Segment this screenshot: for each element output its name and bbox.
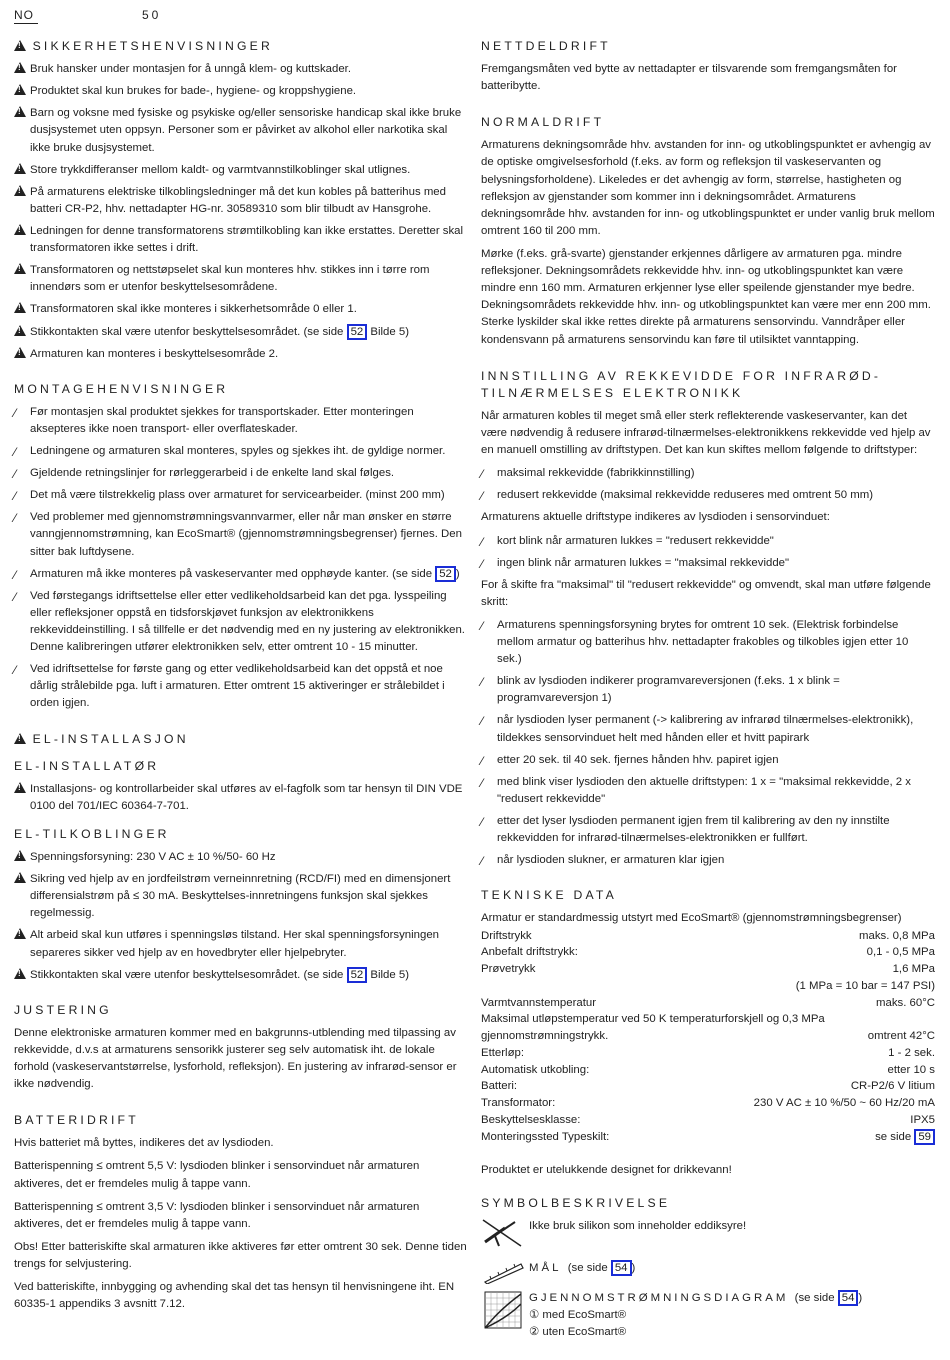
range-steps-list	[481, 617, 935, 869]
safety-item: ! Store trykkdifferanser mellom kaldt- og varmtvannstilkoblinger skal utlignes.	[14, 162, 467, 179]
safety-list	[14, 61, 467, 318]
mounting-item: ⁄ Ved idriftsettelse for første gang og etter vedlikeholdsarbeid kan det oppstå et noe dårlig strålebilde pga. luft i armaturen. Etter omtrent 15 aktiveringer er strålebildet i orden igjen.	[14, 663, 445, 710]
dash-bullet-icon: ⁄	[14, 489, 17, 504]
range-types-list	[481, 465, 935, 504]
el-connections-heading: EL-TILKOBLINGER	[14, 826, 170, 841]
tech-value: (1 MPa = 10 bar = 147 PSI)	[795, 979, 935, 992]
dash-bullet-icon: ⁄	[14, 589, 17, 604]
tech-key: Batteri:	[481, 1080, 518, 1093]
tech-key: Monteringssted Typeskilt:	[481, 1130, 610, 1143]
normal-paragraph: Armaturens dekningsområde hhv. avstanden for inn- og utkoblingspunktet er avhengig av de optiske omgivelsesforhold (f.eks. av form og refleksjon til vaskeservanten og belysningsforholdene). Likeledes er det avhengig av form, størrelse, hastigheten og refleksjon av gjenstander som kommer inn i dekningsområdet. Armaturens dekningsområde hhv. avstanden for inn- og utkoblingspunktet er under vanlig bruk mellom omtrent 160 til 200 mm.	[481, 139, 935, 237]
dash-bullet-icon: ⁄	[14, 445, 17, 460]
normal-paragraph: Mørke (f.eks. grå-svarte) gjenstander erkjennes dårligere av armaturen pga. mindre refleksjoner. Dekningsområdets rekkevidde hhv. inn- og utkoblingspunktet kan være mindre enn 160 mm. Armaturen erkjenner lyse eller speilende gjenstander mye bedre. Dekningsområdets rekkevidde hhv. inn- og utkoblingspunktet kan være mer enn 200 mm. Sterke lyskilder skal ikke rettes direkte på armaturens sensorvindu. Vanndråper eller kondensvann på armaturens sensorvindu kan føre til utilsiktet vanntapping.	[481, 248, 931, 346]
dash-bullet-icon: ⁄	[481, 556, 484, 571]
mounting-item: ⁄ Ledningene og armaturen skal monteres, spyles og sjekkes iht. de gyldige normer.	[14, 445, 446, 460]
page-ref-link[interactable]: 59	[914, 1129, 935, 1146]
range-type-item: ⁄ maksimal rekkevidde (fabrikkinnstilling)	[481, 467, 695, 482]
mounting-item: ⁄ Ved problemer med gjennomstrømningsvannvarmer, eller når man ønsker en større vanngjennomstrømning, kan EcoSmart® (gjennomstrømningsbegrenser) fjernes. Den sitter bak luftdysene.	[14, 511, 462, 558]
battery-paragraph: Batterispenning ≤ omtrent 3,5 V: lysdioden blinker i sensorvinduet når armaturen aktiveres, det er fremdeles mulig å tappe vann.	[14, 1200, 420, 1230]
tech-key: Etterløp:	[481, 1046, 525, 1059]
flow-legend-1: ① med EcoSmart®	[529, 1308, 627, 1321]
tech-row	[481, 1078, 935, 1095]
language-code: NO	[14, 8, 34, 22]
warning-icon	[14, 325, 26, 336]
tech-row	[481, 928, 935, 945]
safety-item-socket: ! Stikkontakten skal være utenfor beskyttelsesområdet. (se side 52 Bilde 5)	[14, 324, 467, 341]
dash-bullet-icon: ⁄	[481, 534, 484, 549]
dash-bullet-icon: ⁄	[14, 567, 17, 582]
page-number: 50	[142, 8, 162, 22]
page-ref-link[interactable]: 54	[611, 1260, 632, 1277]
mounting-item-edges: ⁄ Armaturen må ikke monteres på vaskeservanter med opphøyde kanter. (se side 52 )	[14, 567, 460, 582]
dash-bullet-icon: ⁄	[481, 467, 484, 482]
battery-paragraph: Hvis batteriet må byttes, indikeres det av lysdioden.	[14, 1137, 274, 1150]
tech-value: maks. 60°C	[876, 996, 935, 1009]
dash-bullet-icon: ⁄	[14, 405, 17, 420]
tech-key: Beskyttelsesklasse:	[481, 1113, 581, 1126]
safety-item-zone2: ! Armaturen kan monteres i beskyttelsesområde 2.	[14, 346, 467, 363]
mounting-item: ⁄ Ved førstegangs idriftsettelse eller etter vedlikeholdsarbeid kan det pga. lysspeiling eller refleksjoner oppstå en tidsforskjøvet funksjon av elektronikkens rekkeviddeinstilling. I så tillfelle er det nødvendig med en ny justering av elektronikken. Denne kalibreringen utfører elektronikken selv, etter omtrent 10 - 15 minutter.	[14, 589, 465, 654]
header-underline	[14, 23, 38, 24]
ruler-icon	[481, 1254, 525, 1284]
range-led-item: ⁄ ingen blink når armaturen lukkes = "maksimal rekkevidde"	[481, 556, 790, 571]
warning-icon	[14, 224, 26, 235]
range-heading: INNSTILLING AV REKKEVIDDE FOR INFRARØD-TILNÆRMELSES ELEKTRONIKK	[481, 368, 882, 400]
safety-item: ! Transformatoren skal ikke monteres i sikkerhetsområde 0 eller 1.	[14, 301, 467, 318]
warning-icon	[14, 40, 26, 51]
warning-icon	[14, 928, 26, 939]
dimensions-label: MÅL	[529, 1261, 562, 1274]
warning-icon	[14, 733, 26, 744]
dash-bullet-icon: ⁄	[14, 511, 17, 526]
warning-icon	[14, 106, 26, 117]
range-led-item: ⁄ kort blink når armaturen lukkes = "redusert rekkevidde"	[481, 534, 774, 549]
tech-outlet-key: Maksimal utløpstemperatur ved 50 K temperaturforskjell og 0,3 MPa gjennomstrømningstrykk.	[481, 1013, 825, 1043]
page-ref-link[interactable]: 52	[347, 967, 368, 984]
mounting-heading: MONTAGEHENVISNINGER	[14, 381, 229, 396]
battery-list	[14, 1135, 467, 1313]
symbol-silicone	[481, 1218, 935, 1248]
mounting-list-more	[14, 588, 467, 713]
flow-legend-2: ② uten EcoSmart®	[529, 1325, 627, 1338]
warning-icon	[14, 302, 26, 313]
safety-item: ! På armaturens elektriske tilkoblingsledninger må det kun kobles på batterihus med batteri CR-P2, hhv. nettadapter HG-nr. 30589310 som blir tilbudt av Hansgrohe.	[14, 184, 467, 218]
battery-paragraph: Obs! Etter batteriskifte skal armaturen ikke aktiveres før etter omtrent 30 sek. Denne tiden trengs for selvjustering.	[14, 1240, 467, 1271]
silicone-gun-icon	[481, 1218, 525, 1248]
tech-row	[481, 944, 935, 961]
range-step-item: ⁄ Armaturens spenningsforsyning brytes for omtrent 10 sek. (Elektrisk forbindelse mellom armatur og batterihus hhv. nettadapter frakobles og tilkobles igjen etter 10 sek.)	[481, 618, 909, 666]
range-step-item: ⁄ med blink viser lysdioden den aktuelle driftstypen: 1 x = "maksimal rekkevidde, 2 x "redusert rekkevidde"	[481, 775, 911, 805]
safety-item: ! Transformatoren og nettstøpselet skal kun monteres hhv. stikkes inn i tørre rom innendørs som er utenfor beskyttelsesområdene.	[14, 262, 467, 296]
tech-data-heading: TEKNISKE DATA	[481, 888, 617, 903]
el-connection-item: ! Spenningsforsyning: 230 V AC ± 10 %/50- 60 Hz	[14, 849, 467, 866]
tech-table	[481, 928, 935, 1012]
tech-value: 1,6 MPa	[892, 963, 935, 976]
symbol-dimensions: MÅL (se side 54 )	[481, 1254, 935, 1284]
warning-icon	[14, 263, 26, 274]
mounting-item: ⁄ Før montasjen skal produktet sjekkes for transportskader. Etter monteringen aksepteres ikke noen transport- eller overflateskader.	[14, 405, 414, 435]
el-connections-list	[14, 849, 467, 962]
tech-row	[481, 1045, 935, 1062]
tech-outlet-value: omtrent 42°C	[867, 1030, 935, 1043]
tech-key: Driftstrykk	[481, 929, 532, 942]
dash-bullet-icon: ⁄	[481, 854, 484, 869]
tech-key: Prøvetrykk	[481, 963, 536, 976]
left-column	[14, 38, 467, 1319]
normal-operation-heading: NORMALDRIFT	[481, 115, 605, 130]
page-ref-link[interactable]: 52	[435, 566, 456, 583]
page-ref-link[interactable]: 52	[347, 324, 368, 341]
range-step-item: ⁄ når lysdioden lyser permanent (-> kalibrering av infrarød tilnærmelses-elektronikk), tildekkes sensorvinduet helt med hånden eller et hvitt papirark	[481, 714, 914, 744]
tech-value: 230 V AC ± 10 %/50 ~ 60 Hz/20 mA	[753, 1097, 935, 1110]
tech-key: Varmtvannstemperatur	[481, 996, 597, 1009]
warning-icon	[14, 968, 26, 979]
mounting-item: ⁄ Det må være tilstrekkelig plass over armaturet for servicearbeider. (minst 200 mm)	[14, 489, 445, 504]
electrician-heading: EL-INSTALLATØR	[14, 758, 160, 773]
battery-heading: BATTERIDRIFT	[14, 1113, 139, 1128]
electrician-note: ! Installasjons- og kontrollarbeider skal utføres av el-fagfolk som tar hensyn til DIN VDE 0100 del 701/IEC 60364-7-701.	[14, 781, 467, 815]
range-type-item: ⁄ redusert rekkevidde (maksimal rekkevidde reduseres med omtrent 50 mm)	[481, 489, 874, 504]
battery-paragraph: Ved batteriskifte, innbygging og avhending skal det tas hensyn til henvisningene iht. EN 60335-1 appendiks 3 avsnitt 7.12.	[14, 1281, 455, 1311]
mains-text: Fremgangsmåten ved bytte av nettadapter er tilsvarende som fremgangsmåten for batteribytte.	[481, 63, 897, 93]
range-led-intro: Armaturens aktuelle driftstype indikeres av lysdioden i sensorvinduet:	[481, 511, 830, 524]
el-connection-item: ! Alt arbeid skal kun utføres i spenningsløs tilstand. Her skal spenningsforsyningen separeres sikker ved hjelp av en hovedbryter eller hjelpebryter.	[14, 927, 467, 961]
tech-outlet-row	[481, 1011, 935, 1045]
el-connection-item: ! Sikring ved hjelp av en jordfeilstrøm verneinnretning (RCD/FI) med en dimensjonert differensialstrøm på ≤ 30 mA. Beskyttelses-innretningens funksjon skal sjekkes regelmessig.	[14, 871, 467, 922]
range-step-item: ⁄ etter 20 sek. til 40 sek. fjernes hånden hhv. papiret igjen	[481, 753, 779, 768]
tech-key: Automatisk utkobling:	[481, 1063, 590, 1076]
battery-paragraph: Batterispenning ≤ omtrent 5,5 V: lysdioden blinker i sensorvinduet når armaturen aktiveres, det er fremdeles mulig å tappe vann.	[14, 1160, 420, 1190]
dash-bullet-icon: ⁄	[14, 467, 17, 482]
safety-item: ! Ledningen for denne transformatorens strømtilkobling kan ikke erstattes. Deretter skal transformatoren ikke settes i drift.	[14, 223, 467, 257]
el-installation-heading: ! EL-INSTALLASJON	[14, 731, 467, 748]
warning-icon	[14, 84, 26, 95]
el-socket-note: ! Stikkontakten skal være utenfor beskyttelsesområdet. (se side 52 Bilde 5)	[14, 967, 467, 984]
tech-row	[481, 978, 935, 995]
tech-key: Transformator:	[481, 1097, 556, 1110]
tech-value: 0,1 - 0,5 MPa	[866, 946, 935, 959]
dash-bullet-icon: ⁄	[481, 815, 484, 830]
normal-operation-text	[481, 137, 935, 348]
dash-bullet-icon: ⁄	[14, 663, 17, 678]
page-header	[14, 6, 936, 24]
tech-row	[481, 1062, 935, 1079]
tech-row	[481, 961, 935, 978]
dash-bullet-icon: ⁄	[481, 489, 484, 504]
tech-value: IPX5	[910, 1113, 935, 1126]
dash-bullet-icon: ⁄	[481, 775, 484, 790]
warning-icon	[14, 850, 26, 861]
warning-icon	[14, 185, 26, 196]
tech-row	[481, 995, 935, 1012]
flow-diagram-label: GJENNOMSTRØMNINGSDIAGRAM	[529, 1291, 789, 1304]
range-step-item: ⁄ blink av lysdioden indikerer programvareversjonen (f.eks. 1 x blink = programvareversjon 1)	[481, 675, 840, 705]
warning-icon	[14, 782, 26, 793]
dash-bullet-icon: ⁄	[481, 618, 484, 633]
symbols-heading: SYMBOLBESKRIVELSE	[481, 1195, 671, 1210]
range-step-item: ⁄ etter det lyser lysdioden permanent igjen frem til kalibrering av den ny innstilte rekkevidden for infrarød-tilnærmelses-elektronikken er fullført.	[481, 815, 890, 845]
tech-row	[481, 1095, 935, 1112]
safety-heading: ! SIKKERHETSHENVISNINGER	[14, 38, 467, 55]
mounting-list	[14, 404, 467, 561]
range-led-list	[481, 533, 935, 572]
page-ref-link[interactable]: 54	[838, 1290, 859, 1307]
tech-intro: Armatur er standardmessig utstyrt med EcoSmart® (gjennomstrømningsbegrenser)	[481, 912, 902, 925]
silicone-text: Ikke bruk silikon som inneholder eddiksyre!	[529, 1219, 747, 1232]
tech-key: Anbefalt driftstrykk:	[481, 946, 578, 959]
warning-icon	[14, 62, 26, 73]
safety-item: ! Bruk hansker under montasjen for å unngå klem- og kuttskader.	[14, 61, 467, 78]
range-step-item: ⁄ når lysdioden slukner, er armaturen klar igjen	[481, 854, 725, 869]
symbol-flow-diagram: GJENNOMSTRØMNINGSDIAGRAM (se side 54 ) ① med EcoSmart® ② uten EcoSmart®	[481, 1290, 935, 1341]
range-intro: Når armaturen kobles til meget små eller sterk reflekterende vaskeservanter, kan det være nødvendig å redusere infrarød-tilnærmelses-elektronikkens rekkevidde ved hjelp av en manuell omstilling av driftstypen. Det kan kun skiftes mellom følgende to driftstyper:	[481, 409, 931, 457]
tech-row	[481, 1112, 935, 1129]
safety-item: ! Produktet skal kun brukes for bade-, hygiene- og kroppshygiene.	[14, 83, 467, 100]
warning-icon	[14, 163, 26, 174]
dash-bullet-icon: ⁄	[481, 675, 484, 690]
flow-diagram-icon	[481, 1290, 525, 1330]
tech-value: maks. 0,8 MPa	[859, 929, 935, 942]
tech-value: 1 - 2 sek.	[888, 1046, 935, 1059]
dash-bullet-icon: ⁄	[481, 714, 484, 729]
tech-row-plate: Monteringssted Typeskilt: se side 59	[481, 1129, 935, 1146]
adjustment-heading: JUSTERING	[14, 1002, 112, 1017]
drinking-water-note: Produktet er utelukkende designet for drikkevann!	[481, 1163, 732, 1176]
warning-icon	[14, 347, 26, 358]
tech-value: etter 10 s	[887, 1063, 935, 1076]
mains-heading: NETTDELDRIFT	[481, 39, 611, 53]
right-column	[481, 38, 935, 1347]
warning-icon	[14, 872, 26, 883]
dash-bullet-icon: ⁄	[481, 753, 484, 768]
range-steps-intro: For å skifte fra "maksimal" til "redusert rekkevidde" og omvendt, skal man utføre følgende skritt:	[481, 578, 931, 608]
adjustment-text: Denne elektroniske armaturen kommer med en bakgrunns-utblending med tilpassing av rekkevidde, d.v.s at armaturens sensorikk justerer seg selv automatisk iht. de lokale forhold (vaskeservantstørrelse, lysforhold, refleksjon). En justering av infrarød-sensor er ikke nødvendig.	[14, 1026, 457, 1091]
safety-item: ! Barn og voksne med fysiske og psykiske og/eller sensoriske handicap skal ikke bruke dusjsystemet uten oppsyn. Personer som er påvirket av alkohol eller narkotika skal ikke bruke dusjsystemet.	[14, 105, 467, 156]
tech-table-2	[481, 1045, 935, 1129]
mounting-item: ⁄ Gjeldende retningslinjer for rørleggerarbeid i de enkelte land skal følges.	[14, 467, 395, 482]
tech-value: CR-P2/6 V litium	[850, 1080, 935, 1093]
